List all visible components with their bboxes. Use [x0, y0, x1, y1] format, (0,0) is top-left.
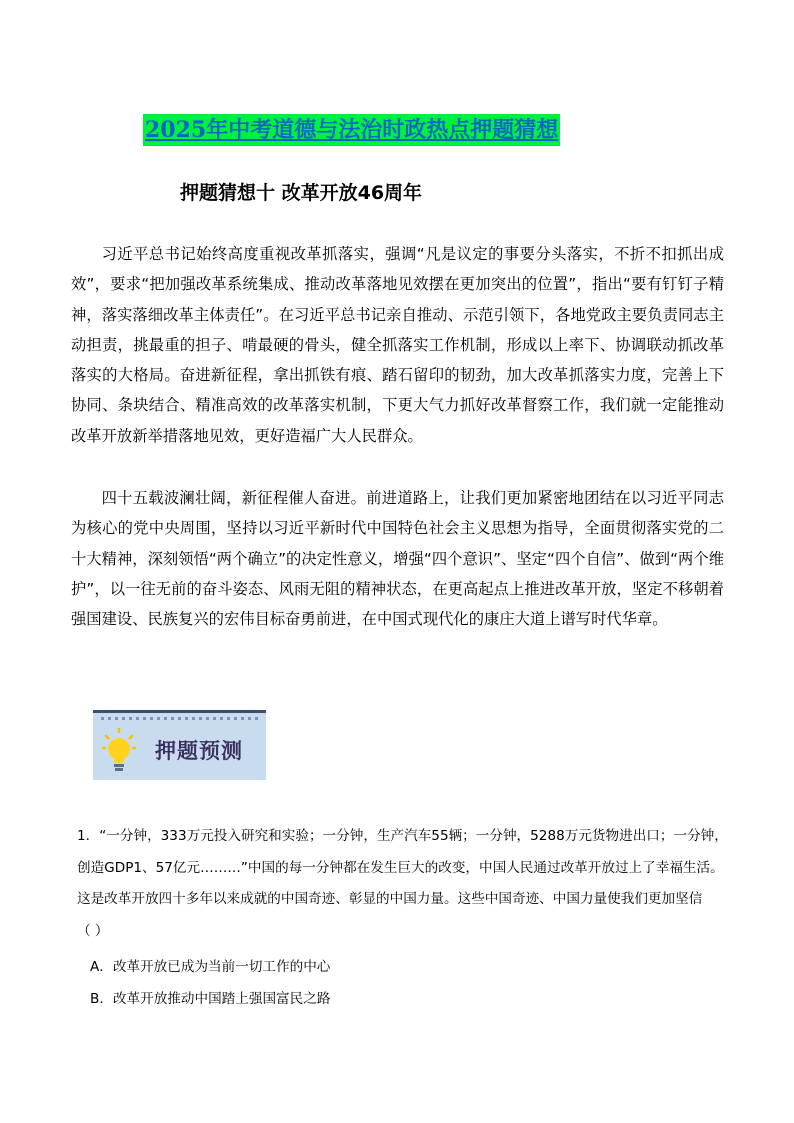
- section-subtitle: 押题猜想十 改革开放46周年: [180, 182, 423, 204]
- banner-dots: [101, 717, 258, 720]
- document-title: 2025年中考道德与法治时政热点押题猜想: [143, 114, 560, 146]
- question-line: 创造GDP1、57亿元………”中国的每一分钟都在发生巨大的改变，中国人民通过改革开放过上了幸福生活。: [77, 859, 724, 876]
- question-1: [77, 821, 727, 947]
- prediction-banner: [93, 710, 266, 780]
- paragraph-1: 习近平总书记始终高度重视改革抓落实，强调“凡是议定的事要分头落实，不折不扣抓出成效”，要求“把加强改革系统集成、推动改革落地见效摆在更加突出的位置”，指出“要有钉钉子精神，落实落细改革主体责任”。在习近平总书记亲自推动、示范引领下，各地党政主要负责同志主动担责，挑最重的担子、啃最硬的骨头，健全抓落实工作机制，形成以上率下、协调联动抓改革落实的大格局。奋进新征程，拿出抓铁有痕、踏石留印的韧劲，加大改革抓落实力度，完善上下协同、条块结合、精准高效的改革落实机制，下更大气力抓好改革督察工作，我们就一定能推动改革开放新举措落地见效，更好造福广大人民群众。: [71, 245, 724, 445]
- option-b: B．改革开放推动中国踏上强国富民之路: [90, 991, 331, 1007]
- question-line: 1．“一分钟，333万元投入研究和实验；一分钟，生产汽车55辆；一分钟，5288万元货物进出口；一分钟，: [77, 828, 728, 844]
- option-a: A．改革开放已成为当前一切工作的中心: [90, 959, 331, 975]
- question-line: 这是改革开放四十多年以来成就的中国奇迹、彰显的中国力量。这些中国奇迹、中国力量使我们更加坚信: [77, 891, 703, 907]
- lightbulb-icon: [102, 727, 136, 773]
- paragraph-2: 四十五载波澜壮阔，新征程催人奋进。前进道路上，让我们更加紧密地团结在以习近平同志为核心的党中央周围，坚持以习近平新时代中国特色社会主义思想为指导，全面贯彻落实党的二十大精神，深刻领悟“两个确立”的决定性意义，增强“四个意识”、坚定“四个自信”、做到“两个维护”，以一往无前的奋斗姿态、风雨无阻的精神状态，在更高起点上推进改革开放，坚定不移朝着强国建设、民族复兴的宏伟目标奋勇前进，在中国式现代化的康庄大道上谱写时代华章。: [71, 489, 724, 629]
- banner-label: 押题预测: [155, 739, 243, 763]
- question-answer-blank: （ ）: [77, 922, 109, 939]
